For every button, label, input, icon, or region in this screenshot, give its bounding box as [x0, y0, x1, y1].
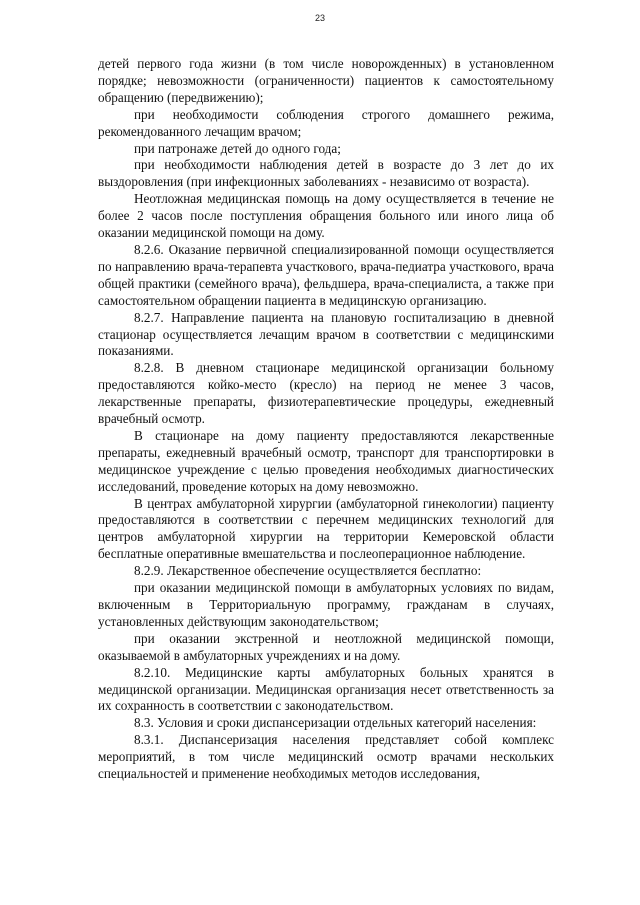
paragraph: при патронаже детей до одного года; — [134, 140, 341, 156]
paragraph: 8.3. Условия и сроки диспансеризации отдельных категорий населения: — [134, 715, 537, 731]
paragraph: при необходимости соблюдения строгого домашнего режима, рекомендованного лечащим врачом; — [98, 106, 554, 139]
paragraph: В центрах амбулаторной хирургии (амбулаторной гинекологии) пациенту предоставляются в соответствии с перечнем медицинских технологий для центров амбулаторной хирургии на территории Кемеровской области бесплатные оперативные вмешательства и послеоперационное наблюдение. — [98, 495, 554, 562]
paragraph: 8.2.7. Направление пациента на плановую госпитализацию в дневной стационар осуществляется лечащим врачом в соответствии с медицинскими показаниями. — [98, 309, 554, 359]
paragraph: 8.2.8. В дневном стационаре медицинской организации больному предоставляются койко-место (кресло) на период не менее 3 часов, лекарственные препараты, физиотерапевтические процедуры, ежедневный врачебный осмотр. — [98, 360, 554, 427]
paragraph: детей первого года жизни (в том числе новорожденных) в установленном порядке; невозможности (ограниченности) пациентов к самостоятельному обращению (передвижению); — [98, 56, 554, 105]
paragraph: 8.2.6. Оказание первичной специализированной помощи осуществляется по направлению врача-терапевта участкового, врача-педиатра участкового, врача общей практики (семейного врача), фельдшера, врача-специалиста, а также при самостоятельном обращении пациента в медицинскую организацию. — [98, 241, 554, 308]
paragraph: 8.3.1. Диспансеризация населения представляет собой комплекс мероприятий, в том числе медицинский осмотр врачами нескольких специальностей и применение необходимых методов исследования, — [98, 732, 554, 782]
document-body — [98, 56, 554, 783]
page-number: 23 — [314, 13, 325, 23]
paragraph: при оказании экстренной и неотложной медицинской помощи, оказываемой в амбулаторных учреждениях и на дому. — [98, 630, 554, 663]
paragraph: Неотложная медицинская помощь на дому осуществляется в течение не более 2 часов после поступления обращения больного или иного лица об оказании медицинской помощи на дому. — [98, 191, 554, 241]
paragraph: при необходимости наблюдения детей в возрасте до 3 лет до их выздоровления (при инфекционных заболеваниях - независимо от возраста). — [98, 157, 554, 190]
paragraph: В стационаре на дому пациенту предоставляются лекарственные препараты, ежедневный врачебный осмотр, транспорт для транспортировки в медицинское учреждение с целью проведения необходимых диагностических исследований, проведение которых на дому невозможно. — [98, 427, 554, 494]
paragraph: 8.2.9. Лекарственное обеспечение осуществляется бесплатно: — [134, 563, 482, 579]
paragraph: 8.2.10. Медицинские карты амбулаторных больных хранятся в медицинской организации. Медицинская организация несет ответственность за их сохранность в соответствии с законодательством. — [98, 664, 554, 714]
paragraph: при оказании медицинской помощи в амбулаторных условиях по видам, включенным в Территориальную программу, гражданам в случаях, установленных действующим законодательством; — [98, 580, 554, 629]
